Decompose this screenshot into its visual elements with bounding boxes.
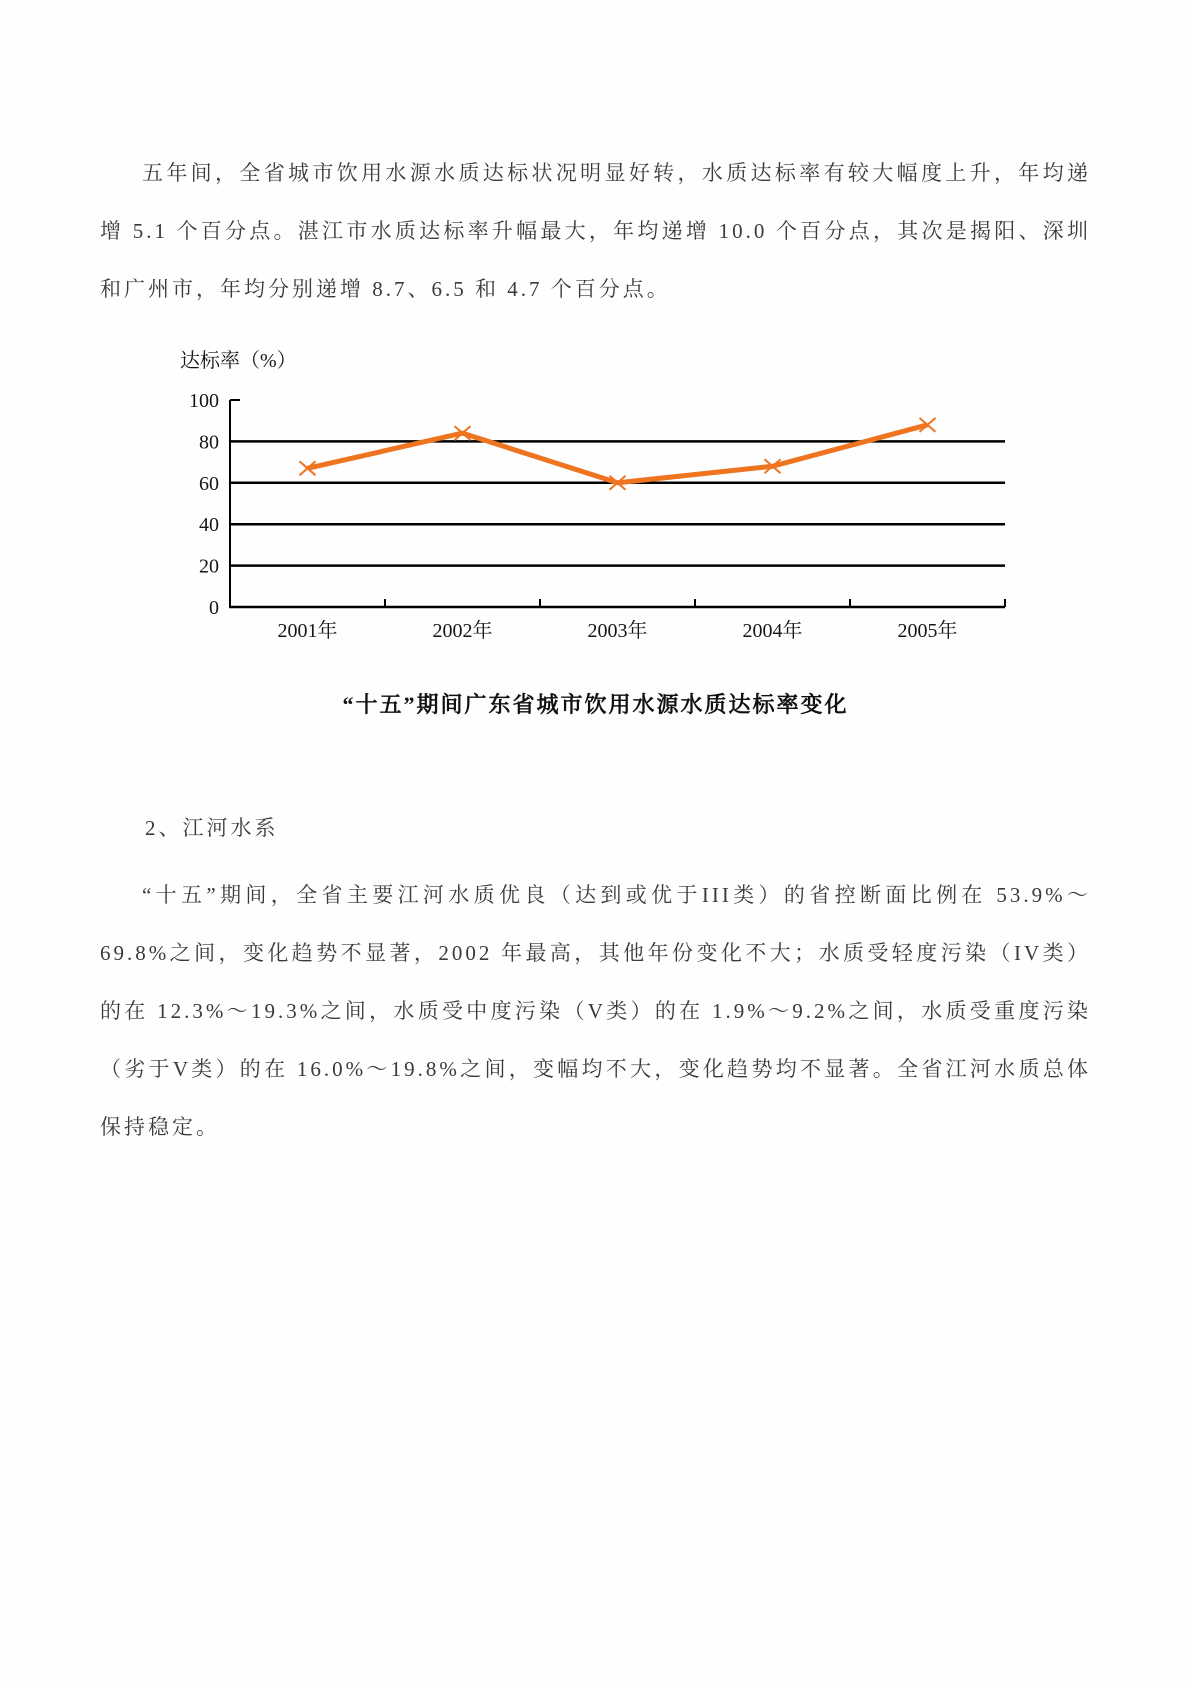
chart-caption: “十五”期间广东省城市饮用水源水质达标率变化: [342, 692, 849, 717]
x-tick-label: 2001年: [277, 620, 338, 642]
data-line: [308, 425, 928, 483]
y-tick-label: 0: [209, 597, 219, 619]
y-tick-label: 100: [189, 390, 219, 412]
y-tick-label: 40: [199, 514, 219, 537]
x-tick-label: 2004年: [742, 620, 803, 642]
x-tick-label: 2005年: [897, 620, 958, 642]
y-axis-title: 达标率（%）: [180, 350, 297, 372]
paragraph-rivers-quality: “十五”期间，全省主要江河水质优良（达到或优于III类）的省控断面比例在 53.9%～69.8%之间，变化趋势不显著，2002 年最高，其他年份变化不大；水质受轻度污染（IV类）的在 12.3%～19.3%之间，水质受中度污染（V类）的在 1.9%～9.2%之间，水质受重度污染（劣于V类）的在 16.0%～19.8%之间，变幅均不大，变化趋势均不显著。全省江河水质总体保持稳定。: [100, 883, 1091, 1139]
y-tick-label: 20: [199, 555, 219, 578]
section-heading-rivers: 2、江河水系: [145, 816, 279, 840]
line-chart-figure: [180, 345, 1015, 660]
paragraph-water-source-summary: 五年间，全省城市饮用水源水质达标状况明显好转，水质达标率有较大幅度上升，年均递增 5.1 个百分点。湛江市水质达标率升幅最大，年均递增 10.0 个百分点，其次是揭阳、深圳和广州市，年均分别递增 8.7、6.5 和 4.7 个百分点。: [100, 161, 1091, 301]
x-tick-label: 2003年: [587, 620, 648, 642]
y-tick-label: 80: [199, 431, 219, 454]
x-tick-label: 2002年: [432, 620, 493, 642]
y-tick-label: 60: [199, 472, 219, 495]
chart-canvas: [180, 345, 1015, 660]
